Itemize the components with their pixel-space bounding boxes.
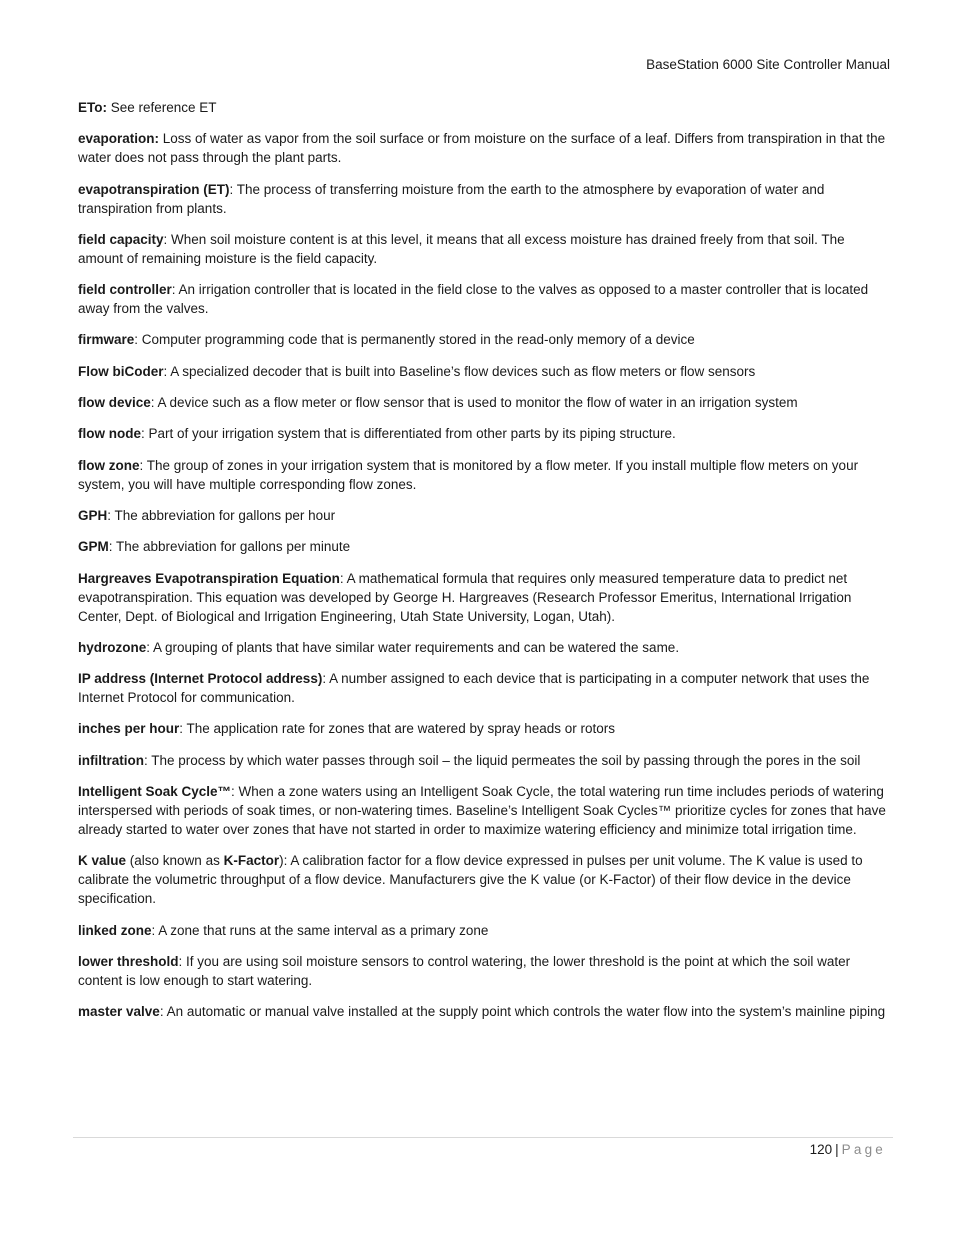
- glossary-entry: [78, 669, 893, 707]
- glossary-term: Hargreaves Evapotranspiration Equation: [78, 570, 340, 586]
- glossary-definition: : The abbreviation for gallons per hour: [107, 507, 336, 523]
- glossary-term: IP address (Internet Protocol address): [78, 671, 323, 687]
- glossary-entry: [78, 719, 893, 738]
- glossary-entry: [78, 98, 893, 117]
- glossary-definition: Loss of water as vapor from the soil surface or from moisture on the surface of a leaf. Differs from transpiration in that the water does not pass through the plant parts.: [78, 131, 886, 166]
- glossary-term: master valve: [78, 1004, 160, 1020]
- glossary-definition: ): A calibration factor for a flow device expressed in pulses per unit volume. The K value is used to calibrate the volumetric throughput of a flow device. Manufacturers give the K value (or K-Factor) of their flow device in the device specification.: [78, 853, 863, 907]
- glossary-definition: : Part of your irrigation system that is differentiated from other parts by its piping structure.: [141, 426, 676, 442]
- glossary-entry: [78, 1002, 893, 1021]
- glossary-entry: [78, 456, 893, 494]
- glossary-term: Flow biCoder: [78, 363, 164, 379]
- glossary-entry: [78, 129, 893, 167]
- running-header: BaseStation 6000 Site Controller Manual: [646, 57, 890, 72]
- glossary-definition: : When a zone waters using an Intelligent Soak Cycle, the total watering run time includes periods of watering interspersed with periods of soak times, or non-watering times. Baseline’s Intelligent Soak Cycles™ prioritize cycles for zones that have already started to water over zones that have not started in order to maximize watering efficiency and minimize total irrigation time.: [78, 784, 886, 838]
- glossary-entry: [78, 782, 893, 839]
- glossary-definition: : A grouping of plants that have similar water requirements and can be watered the same.: [146, 639, 680, 655]
- glossary-definition: (also known as: [126, 853, 224, 869]
- glossary-term: lower threshold: [78, 953, 179, 969]
- glossary-entry: [78, 362, 893, 381]
- glossary-term: K value: [78, 853, 127, 869]
- glossary-term: ETo:: [78, 100, 107, 115]
- glossary-definition: : A number assigned to each device that is participating in a computer network that uses the Internet Protocol for communication.: [78, 671, 870, 706]
- glossary-term: firmware: [78, 332, 135, 348]
- glossary-entry: [78, 393, 893, 412]
- glossary-definition: : Computer programming code that is permanently stored in the read-only memory of a device: [134, 332, 695, 348]
- glossary-definition: : The group of zones in your irrigation system that is monitored by a flow meter. If you install multiple flow meters on your system, you will have multiple corresponding flow zones.: [78, 457, 859, 492]
- glossary-entry: [78, 330, 893, 349]
- glossary-term: GPM: [78, 539, 109, 555]
- glossary-entry: [78, 751, 893, 770]
- glossary-entry: [78, 180, 893, 218]
- glossary-definition: : A mathematical formula that requires only measured temperature data to predict net evapotranspiration. This equation was developed by George H. Hargreaves (Research Professor Emeritus, International Irrigation Center, Dept. of Biological and Irrigation Engineering, Utah State University, Logan, Utah).: [78, 570, 852, 624]
- glossary-term: hydrozone: [78, 639, 147, 655]
- glossary-term: flow zone: [78, 457, 140, 473]
- glossary-entry: [78, 851, 893, 908]
- glossary-definition: : The abbreviation for gallons per minute: [108, 539, 351, 555]
- glossary-term: infiltration: [78, 752, 144, 768]
- glossary-term: inches per hour: [78, 721, 180, 737]
- glossary-term: linked zone: [78, 922, 152, 938]
- page-number: 120: [809, 1142, 833, 1157]
- glossary-term: evapotranspiration (ET): [78, 181, 230, 197]
- glossary-entry: [78, 638, 893, 657]
- glossary-entry: [78, 280, 893, 318]
- glossary-entry: [78, 952, 893, 990]
- glossary-entry: [78, 230, 893, 268]
- glossary-term: flow device: [78, 395, 151, 411]
- glossary-definition: : A zone that runs at the same interval as a primary zone: [151, 922, 489, 938]
- glossary-entry: [78, 537, 893, 556]
- glossary-term: field capacity: [78, 231, 164, 247]
- glossary-term: evaporation:: [78, 131, 160, 147]
- glossary-term: Intelligent Soak Cycle™: [78, 784, 232, 800]
- footer-separator: |: [835, 1142, 839, 1157]
- glossary-entry: [78, 506, 893, 525]
- glossary-definition: : An irrigation controller that is located in the field close to the valves as opposed to a master controller that is located away from the valves.: [78, 282, 869, 317]
- glossary-definition: : An automatic or manual valve installed at the supply point which controls the water flow into the system’s mainline piping: [159, 1004, 886, 1020]
- glossary-definition: : The application rate for zones that are watered by spray heads or rotors: [179, 721, 616, 737]
- page-footer: [810, 1142, 886, 1157]
- glossary-entry: [78, 569, 893, 626]
- page-label: Page: [841, 1142, 886, 1157]
- glossary-definition: : A device such as a flow meter or flow sensor that is used to monitor the flow of water in an irrigation system: [150, 395, 798, 411]
- glossary-definition: : When soil moisture content is at this level, it means that all excess moisture has drained freely from that soil. The amount of remaining moisture is the field capacity.: [78, 231, 845, 266]
- glossary-entry: [78, 921, 893, 940]
- glossary-list: [78, 98, 893, 1034]
- glossary-entry: [78, 424, 893, 443]
- glossary-term: field controller: [78, 282, 172, 298]
- footer-divider: [73, 1137, 893, 1138]
- glossary-definition: : The process by which water passes through soil – the liquid permeates the soil by passing through the pores in the soil: [144, 752, 861, 768]
- glossary-definition: See reference ET: [107, 100, 217, 115]
- glossary-definition: : If you are using soil moisture sensors to control watering, the lower threshold is the point at which the soil water content is low enough to start watering.: [78, 953, 851, 988]
- glossary-term: K-Factor: [223, 853, 280, 869]
- glossary-term: GPH: [78, 507, 108, 523]
- glossary-definition: : The process of transferring moisture from the earth to the atmosphere by evaporation of water and transpiration from plants.: [78, 181, 825, 216]
- glossary-definition: : A specialized decoder that is built into Baseline’s flow devices such as flow meters or flow sensors: [163, 363, 756, 379]
- glossary-term: flow node: [78, 426, 141, 442]
